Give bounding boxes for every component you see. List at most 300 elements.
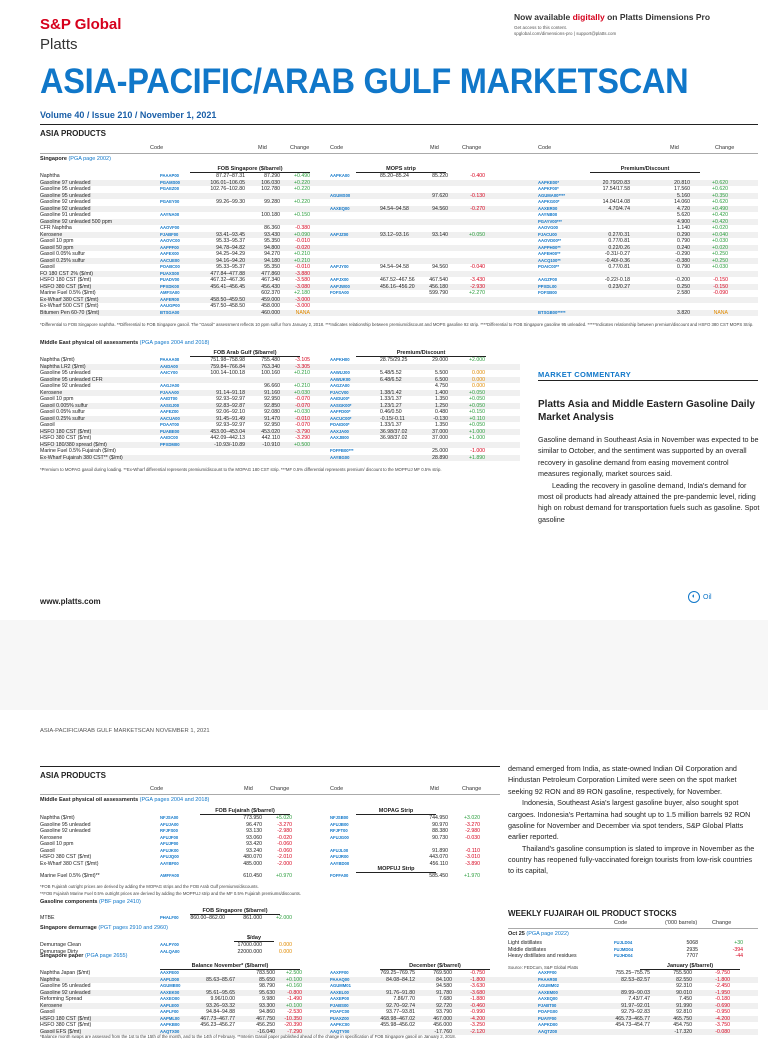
symbol-code[interactable]: AAFFD00*	[330, 409, 351, 414]
mid-value: 93.790	[436, 1009, 452, 1015]
symbol-code[interactable]: AAXEL00	[330, 989, 349, 995]
symbol-code[interactable]: AFUJA00	[160, 821, 179, 827]
product-name: Gasoline 92 unleaded	[40, 989, 91, 996]
symbol-code[interactable]: PJABF00	[160, 231, 179, 237]
mid-value: 456.250	[256, 1022, 275, 1028]
change-value: +0.090	[293, 231, 310, 238]
range: 453.00–453.04	[210, 428, 245, 435]
change-value: -1.950	[715, 989, 730, 996]
symbol-code[interactable]: AAOVG00	[538, 225, 559, 230]
mid-value: 91.470	[264, 415, 280, 422]
table-row	[40, 873, 500, 880]
product-name: Gasoline 92 unleaded	[40, 828, 91, 834]
change-value: +1.970	[463, 873, 480, 879]
range: 467.32–467.36	[210, 277, 245, 283]
symbol-code[interactable]: AAPPF00	[160, 244, 179, 250]
symbol-code[interactable]: AAIDU00*	[330, 396, 350, 401]
fuj-col-units: ('000 barrels)	[665, 920, 698, 926]
symbol-code[interactable]: AAPPH00**	[538, 244, 561, 250]
change-value: -0.270	[470, 205, 485, 212]
symbol-code[interactable]: AAOVD00**	[538, 238, 562, 243]
t2-header-fob: FOB Arab Gulf ($/barrel)	[190, 350, 300, 357]
change-value: -0.070	[295, 396, 310, 402]
range: 28.75/29.25	[380, 357, 408, 363]
change-value: -0.070	[295, 402, 310, 409]
col-change: Change	[290, 145, 310, 151]
change-value: -0.040	[470, 264, 485, 270]
range: 457.50–458.50	[210, 303, 245, 309]
mid-value: 0.480	[435, 409, 448, 415]
symbol-code[interactable]: AAPJY00	[330, 264, 349, 269]
col-code: Code	[538, 145, 552, 151]
symbol-code[interactable]: AAQTY00	[330, 1028, 350, 1034]
mid-value: 96.660	[264, 383, 280, 389]
symbol-code[interactable]: AAXJB00	[330, 435, 349, 440]
symbol-code[interactable]: FOFFA00	[330, 873, 349, 878]
mid-value: 93.420	[246, 841, 262, 847]
range: 93.26–93.32	[206, 1002, 235, 1009]
change-value: -2.000	[277, 860, 292, 867]
mid-value: 442.110	[261, 435, 280, 441]
symbol-code[interactable]: AAPML00	[160, 1015, 180, 1021]
change-value: -1.000	[470, 448, 485, 454]
product-name: Gasoil 10 ppm	[40, 396, 74, 402]
mid-value: 91.990	[676, 1002, 692, 1009]
change-value: -3.270	[465, 821, 480, 828]
symbol-code[interactable]: AAPJX00	[330, 277, 349, 282]
symbol-code[interactable]: AAXJA00	[330, 428, 349, 434]
range: 860.00–862.00	[190, 915, 225, 921]
symbol-code[interactable]: AAXEQ00	[538, 996, 558, 1001]
range: 99.26–99.30	[216, 199, 245, 205]
symbol-code[interactable]: AMFFA00	[160, 873, 180, 878]
symbol-code[interactable]: AAPKH00	[330, 357, 350, 362]
symbol-code[interactable]: POAFG00	[538, 1009, 558, 1014]
symbol-code[interactable]: AAXEM00	[538, 989, 558, 995]
mid-value: 0.240	[677, 244, 690, 251]
change-value: -0.090	[713, 290, 728, 296]
t6-header-balance: Balance November* ($/barrel)	[160, 963, 300, 970]
symbol-code[interactable]: AAXEQ00	[330, 205, 350, 211]
range: 94.25–94.29	[216, 251, 245, 257]
mid-value: 97.620	[432, 192, 448, 199]
range: 0.77/0.81	[608, 264, 630, 270]
range: 94.54–94.58	[380, 264, 409, 270]
mid-value: 1.350	[435, 396, 448, 402]
symbol-code[interactable]: PJACV00	[330, 389, 349, 395]
symbol-code[interactable]: PUAXS00	[160, 270, 180, 276]
symbol-code[interactable]: AAPLF00	[160, 1009, 179, 1014]
symbol-code[interactable]: PPXDK00	[160, 283, 180, 289]
change-value: +0.150	[293, 212, 310, 218]
range: 456.23–456.27	[200, 1022, 235, 1028]
product-name: FO 180 CST 2% ($/mt)	[40, 270, 93, 277]
mid-value: 93.130	[246, 828, 262, 834]
change-value: -2.980	[277, 828, 292, 834]
change-value: +0.210	[293, 251, 310, 257]
symbol-code[interactable]: AAOVF00	[160, 225, 180, 230]
change-value: -1.490	[287, 996, 302, 1002]
product-name: Heavy distillates and residues	[508, 953, 577, 959]
mid-value: 91.160	[264, 389, 280, 396]
symbol-code[interactable]: AAXFE00	[160, 970, 179, 975]
symbol-code[interactable]: AALQA00	[160, 948, 180, 954]
mid-value: 84.100	[436, 976, 452, 983]
change-value: +3.020	[463, 815, 480, 821]
change-value: +0.030	[711, 264, 728, 270]
product-name: Marine Fuel 0.5% Fujairah ($/mt)	[40, 448, 116, 454]
range: 87.27–87.31	[216, 173, 245, 179]
mid-value: 4.720	[677, 205, 690, 212]
symbol-code[interactable]: FUJHD04	[614, 953, 633, 958]
symbol-code[interactable]: PJACU00	[538, 231, 557, 237]
symbol-code[interactable]: POAIC00**	[538, 264, 560, 269]
change-value: +0.050	[468, 422, 485, 428]
symbol-code[interactable]: AGUMM01	[330, 983, 351, 988]
symbol-code[interactable]: FUJLD04	[614, 940, 633, 945]
symbol-code[interactable]: AAXEO00	[160, 996, 180, 1001]
mid-value: 467.540	[429, 277, 448, 283]
change-value: -3.270	[277, 821, 292, 828]
symbol-code[interactable]: PPXDM00	[160, 441, 180, 447]
symbol-code[interactable]: AFUJQ00	[160, 854, 179, 859]
col-change: Change	[462, 145, 482, 151]
symbol-code[interactable]: NFJSA00	[160, 815, 179, 820]
symbol-code[interactable]: PGAYV00***	[538, 218, 562, 224]
product-name: Gasoline 92 unleaded 500 ppm	[40, 218, 113, 225]
mid-value: 480.070	[243, 854, 262, 860]
range: 0.23/0.27	[608, 283, 630, 290]
symbol-code[interactable]: AGUMS00	[330, 192, 351, 198]
col-mid: Mid	[244, 786, 253, 792]
symbol-code[interactable]: AFUJB00	[330, 821, 349, 827]
range: 17.54/17.58	[602, 186, 630, 192]
symbol-code[interactable]: AAICY00	[160, 370, 178, 375]
symbol-code[interactable]: PAAAP00	[160, 173, 180, 178]
product-name: Gasoil 0.25% sulfur	[40, 415, 85, 422]
mid-value: 93.300	[259, 1002, 275, 1009]
symbol-code[interactable]: AAIDC00	[160, 435, 178, 440]
col-mid: Mid	[258, 145, 267, 151]
symbol-code[interactable]: AGUMB00	[160, 983, 181, 988]
fuj-col-change: Change	[712, 920, 732, 926]
symbol-code[interactable]: RFJFS00	[160, 828, 178, 833]
change-value: +1.890	[468, 454, 485, 461]
mid-value: 92.850	[264, 402, 280, 409]
symbol-code[interactable]: AAGJA00	[160, 383, 180, 388]
range: 91.45–91.49	[216, 415, 245, 422]
commentary-body-2: demand emerged from India, as state-owned Indian Oil Corporation and Hindustan Petroleum Corporation Limited were seen on the spot market seeking 92 RON and 89 RON gasoline, respectively, for November. Indonesia, Southeast Asia's largest gasoline buyer, also sought spot cargoes. Indonesia's Pertamina had sought up to 1.5 million barrels 92 RON gasoline for November and December via spot tenders, S&P Global Platts earlier reported. Thailand's gasoline consumption is slated to improve in November as the country has reopened fully-vaccinated foreign tourists from low-risk countries to its capital,	[508, 764, 755, 876]
table-row	[40, 455, 520, 462]
range: 93.12–93.16	[380, 231, 409, 238]
symbol-code[interactable]: FUJMD04	[614, 946, 634, 952]
symbol-code[interactable]: PGAEY00	[160, 199, 180, 204]
range: -0.31/-0.27	[604, 251, 630, 257]
mid-value: 456.000	[433, 1022, 452, 1028]
symbol-code[interactable]: PGAMS00	[160, 179, 181, 185]
symbol-code[interactable]: AAPJZ00	[330, 231, 349, 237]
symbol-code[interactable]: AFUJK00	[160, 847, 179, 853]
mid-value: 1.400	[435, 389, 448, 396]
range: 102.76–102.80	[210, 186, 245, 192]
mid-value: -17.760	[434, 1028, 452, 1035]
change-value: -2.120	[470, 1028, 485, 1035]
symbol-code[interactable]: FOFFB00***	[330, 448, 354, 453]
running-header: ASIA-PACIFIC/ARAB GULF MARKETSCAN NOVEMBER 1, 2021	[40, 728, 210, 734]
change-value: +2.000	[468, 357, 485, 363]
symbol-code[interactable]: AFUJR00	[330, 854, 349, 859]
symbol-code[interactable]: AAGZA00	[330, 383, 350, 388]
change-value: +2.270	[468, 290, 485, 296]
symbol-code[interactable]: AFUJF00	[160, 834, 179, 840]
symbol-code[interactable]: POAAT00	[160, 422, 180, 427]
symbol-code[interactable]: PJABT00	[538, 1002, 557, 1008]
mid-value: 4.900	[677, 218, 690, 225]
symbol-code[interactable]: AAPKD00	[538, 1022, 558, 1027]
symbol-code[interactable]: AALPY00	[160, 942, 179, 947]
symbol-code[interactable]: PUAXZ00	[330, 1015, 349, 1021]
range: 95.61–95.65	[206, 989, 235, 996]
mid-value: 2.580	[677, 290, 690, 296]
change-value: +0.420	[711, 218, 728, 225]
product-name: HSFO 380 CST ($/mt)	[40, 854, 92, 860]
t4-header: FOB Singapore ($/barrel)	[190, 908, 280, 915]
change-value: +5.020	[275, 815, 292, 821]
symbol-code[interactable]: AAXFF00	[330, 970, 349, 975]
promo-line2[interactable]: spglobal.com/dimensions-pro | support@platts.com	[514, 30, 617, 36]
product-name: HSFO 180 CST ($/mt)	[40, 1015, 92, 1022]
symbol-code[interactable]: AFUJL00	[330, 847, 349, 853]
mid-value: 467.000	[433, 1015, 452, 1022]
col-mid: Mid	[430, 786, 439, 792]
product-name: Kerosene	[40, 231, 63, 238]
mid-value: 0.250	[677, 283, 690, 290]
symbol-code[interactable]: NFJSB00	[330, 815, 349, 820]
symbol-code[interactable]: AAPKC00	[330, 1022, 350, 1027]
symbol-code[interactable]: AAWUJ00	[330, 370, 350, 375]
mid-value: 88.380	[432, 828, 448, 834]
t6-footnote: *Balance month swaps are assessed from the 1st to the 15th of the month, and to the 14th of February. **Interim Gasoil paper published ahead of the change in specification of FOB Singapore gasoil on January 2, 2018.	[40, 1034, 456, 1039]
range: 94.84–94.88	[206, 1009, 235, 1015]
symbol-code[interactable]: POAID00*	[330, 422, 350, 427]
symbol-code[interactable]: AAYBD00	[330, 860, 350, 866]
col-code: Code	[150, 786, 164, 792]
change-value: +0.030	[711, 238, 728, 244]
symbol-code[interactable]: AAYBF00	[160, 860, 179, 866]
symbol-code[interactable]: AAFEX00	[160, 251, 179, 256]
symbol-code[interactable]: AAPKF00*	[538, 186, 559, 191]
change-value: +2.500	[285, 970, 302, 976]
range: 0.27/0.31	[608, 231, 630, 238]
col-mid: Mid	[430, 145, 439, 151]
symbol-code[interactable]: AASGK00*	[330, 402, 352, 408]
change-value: +1.000	[468, 428, 485, 435]
change-value: NANA	[713, 309, 728, 316]
change-value: +0.050	[468, 396, 485, 402]
range: 9.96/10.00	[210, 996, 235, 1002]
promo-line1: Get access to this content.	[514, 25, 568, 30]
symbol-code[interactable]: BTSGB00*****	[538, 309, 566, 315]
platts-url[interactable]: www.platts.com	[40, 597, 101, 606]
change-value: -3.250	[470, 1022, 485, 1028]
mid-value: 98.790	[259, 983, 275, 989]
mid-value: 6.500	[435, 376, 448, 383]
product-name: HSFO 380 CST ($/mt)	[40, 1022, 92, 1028]
mid-value: 610.450	[243, 873, 262, 879]
symbol-code[interactable]: AAIDA00	[160, 363, 178, 369]
table-row	[40, 915, 500, 922]
symbol-code[interactable]: PJABS00	[330, 1002, 349, 1008]
oil-badge: ◐ Oil	[688, 591, 712, 603]
symbol-code[interactable]: PUABE00	[160, 428, 180, 434]
symbol-code[interactable]: AAYNB00	[538, 212, 558, 217]
change-value: +0.250	[711, 257, 728, 264]
subsection-singapore-paper: Singapore paper (PGA page 2655)	[40, 953, 128, 959]
range: -10.93/-10.89	[214, 441, 245, 448]
symbol-code[interactable]: AAPKA00	[330, 173, 350, 178]
symbol-code[interactable]: AAGZF00	[538, 277, 558, 282]
symbol-code[interactable]: AASGJ00	[160, 402, 180, 408]
symbol-code[interactable]: AACUA00	[160, 415, 180, 421]
change-value: -2.530	[287, 1009, 302, 1015]
symbol-code[interactable]: BTSGA00	[160, 309, 180, 315]
symbol-code[interactable]: PAAAQ00	[330, 976, 350, 982]
symbol-code[interactable]: AAQTZ00	[538, 1028, 558, 1034]
mid-value: 485.000	[243, 860, 262, 867]
symbol-code[interactable]: AAPJW00	[330, 283, 350, 289]
range: 7.43/7.47	[628, 996, 650, 1002]
symbol-code[interactable]: AAXEK00	[160, 989, 180, 995]
sp-global-logo: S&P Global	[40, 16, 122, 33]
product-name: Kerosene	[40, 1002, 63, 1009]
symbol-code[interactable]: AACQ100**	[538, 257, 561, 263]
col-code: Code	[150, 145, 164, 151]
symbol-code[interactable]: AAPLE00	[160, 1002, 179, 1008]
symbol-code[interactable]: AAXEP00	[330, 996, 350, 1001]
market-commentary-heading: MARKET COMMENTARY	[538, 370, 632, 379]
symbol-code[interactable]: PHALF00	[160, 915, 179, 920]
range: 454.73–454.77	[615, 1022, 650, 1028]
product-name: Gasoline 95 unleaded	[40, 186, 91, 192]
symbol-code[interactable]: AGUMA00****	[538, 192, 565, 198]
subsection-middle-east-2: Middle East physical oil assessments (PGA pages 2004 and 2018)	[40, 797, 210, 803]
symbol-code[interactable]: AAYBG00	[330, 454, 350, 460]
fuj-source: Source: FEDCom, S&P Global Platts	[508, 965, 579, 970]
change-value: -7.290	[287, 1028, 302, 1035]
symbol-code[interactable]: FOFSB00	[538, 290, 557, 295]
product-name: Gasoline 92 unleaded	[40, 383, 91, 389]
symbol-code[interactable]: AAFER00	[160, 296, 180, 302]
product-name: Naphtha ($/mt)	[40, 815, 75, 821]
range: 0.22/0.26	[608, 244, 630, 251]
symbol-code[interactable]: PUADV00	[160, 277, 180, 282]
mid-value: 93.140	[432, 231, 448, 238]
mid-value: 94.560	[432, 264, 448, 270]
change-value: +1.000	[468, 435, 485, 441]
mid-value: -16.040	[257, 1028, 275, 1035]
symbol-code[interactable]: FOFSA00	[330, 290, 349, 295]
change-value: 0.000	[472, 383, 485, 389]
table-row	[508, 953, 758, 960]
symbol-code[interactable]: AAQTX00	[160, 1028, 180, 1034]
symbol-code[interactable]: AACUE00	[160, 257, 180, 263]
symbol-code[interactable]: AAOVC00	[160, 238, 180, 243]
symbol-code[interactable]: AAXER00	[538, 205, 558, 211]
symbol-code[interactable]: AAFEZ00	[160, 409, 179, 414]
symbol-code[interactable]: AMFSA00	[160, 290, 180, 295]
change-value: -4.200	[715, 1015, 730, 1022]
symbol-code[interactable]: AAPLD00	[160, 976, 180, 982]
symbol-code[interactable]: AAPKG00*	[538, 199, 560, 204]
mid-value: 5.500	[435, 370, 448, 376]
symbol-code[interactable]: AAWUK00	[330, 376, 351, 382]
col-change: Change	[270, 786, 290, 792]
change-value: -0.130	[470, 192, 485, 199]
change-value: +0.490	[293, 173, 310, 179]
symbol-code[interactable]: AAUGP00	[160, 303, 180, 308]
product-name: Demurrage Clean	[40, 942, 81, 948]
change-value: -0.110	[465, 847, 480, 854]
mid-value: 744.950	[429, 815, 448, 821]
range: 20.79/20.83	[602, 179, 630, 186]
product-name: Gasoline 95 unleaded	[40, 821, 91, 828]
symbol-code[interactable]: AACUC00*	[330, 415, 352, 421]
change-value: -1.880	[470, 996, 485, 1002]
change-value: 0.000	[279, 948, 292, 955]
product-name: HSFO 180 CST ($/mt)	[40, 428, 92, 435]
change-value: +0.210	[293, 257, 310, 264]
change-value: +0.020	[711, 244, 728, 251]
symbol-code[interactable]: POAFC00	[330, 1009, 350, 1014]
symbol-code[interactable]: POABC00	[160, 264, 180, 269]
symbol-code[interactable]: AFUJG00	[330, 834, 349, 840]
symbol-code[interactable]: AFUJP00	[160, 841, 179, 846]
change-value: -1.800	[470, 976, 485, 983]
mid-value: -10.910	[262, 441, 280, 448]
t3-footnote-1: *FOB Fujairah outright prices are derived by adding the MOPAG strips and the FOB Arab Gulf premiums/discounts.	[40, 884, 259, 889]
change-value: +2.000	[275, 915, 292, 921]
symbol-code[interactable]: PAAAA00	[160, 357, 180, 362]
change-value: -3.080	[295, 283, 310, 290]
symbol-code[interactable]: AAXFF00	[538, 970, 557, 975]
symbol-code[interactable]: PJAAA00	[160, 389, 179, 395]
mid-value: 599.790	[429, 290, 448, 296]
mid-value: 29.000	[432, 357, 448, 363]
symbol-code[interactable]: AGUMM02	[538, 983, 559, 988]
symbol-code[interactable]: AAYNA00	[160, 212, 180, 217]
symbol-code[interactable]: PUAYF00	[538, 1015, 557, 1021]
t3-header-fob: FOB Fujairah ($/barrel)	[200, 808, 290, 815]
product-name: Gasoline 95 unleaded	[40, 370, 91, 376]
symbol-code[interactable]: AAFEH00**	[538, 251, 561, 256]
symbol-code[interactable]: AAPKB00	[160, 1022, 180, 1027]
symbol-code[interactable]: PAAAR00	[538, 976, 558, 982]
symbol-code[interactable]: PPXDL00	[538, 283, 557, 289]
change-value: -0.010	[295, 415, 310, 422]
symbol-code[interactable]: RFJFT00	[330, 828, 348, 833]
symbol-code[interactable]: AAPKE00*	[538, 179, 559, 185]
change-value: +0.500	[293, 441, 310, 448]
mid-value: 755.500	[673, 970, 692, 976]
range: 1.23/1.27	[380, 402, 402, 409]
symbol-code[interactable]: AAIDT00	[160, 396, 178, 401]
mid-value: 95.350	[264, 264, 280, 270]
product-name: Marine Fuel 0.5% ($/mt)	[40, 290, 96, 296]
range: 7.86/7.70	[393, 996, 415, 1002]
fujairah-stocks-heading: WEEKLY FUJAIRAH OIL PRODUCT STOCKS	[508, 909, 677, 918]
product-name: Ex-Wharf 500 CST ($/mt)	[40, 303, 99, 309]
symbol-code[interactable]: PGAEZ00	[160, 186, 180, 191]
